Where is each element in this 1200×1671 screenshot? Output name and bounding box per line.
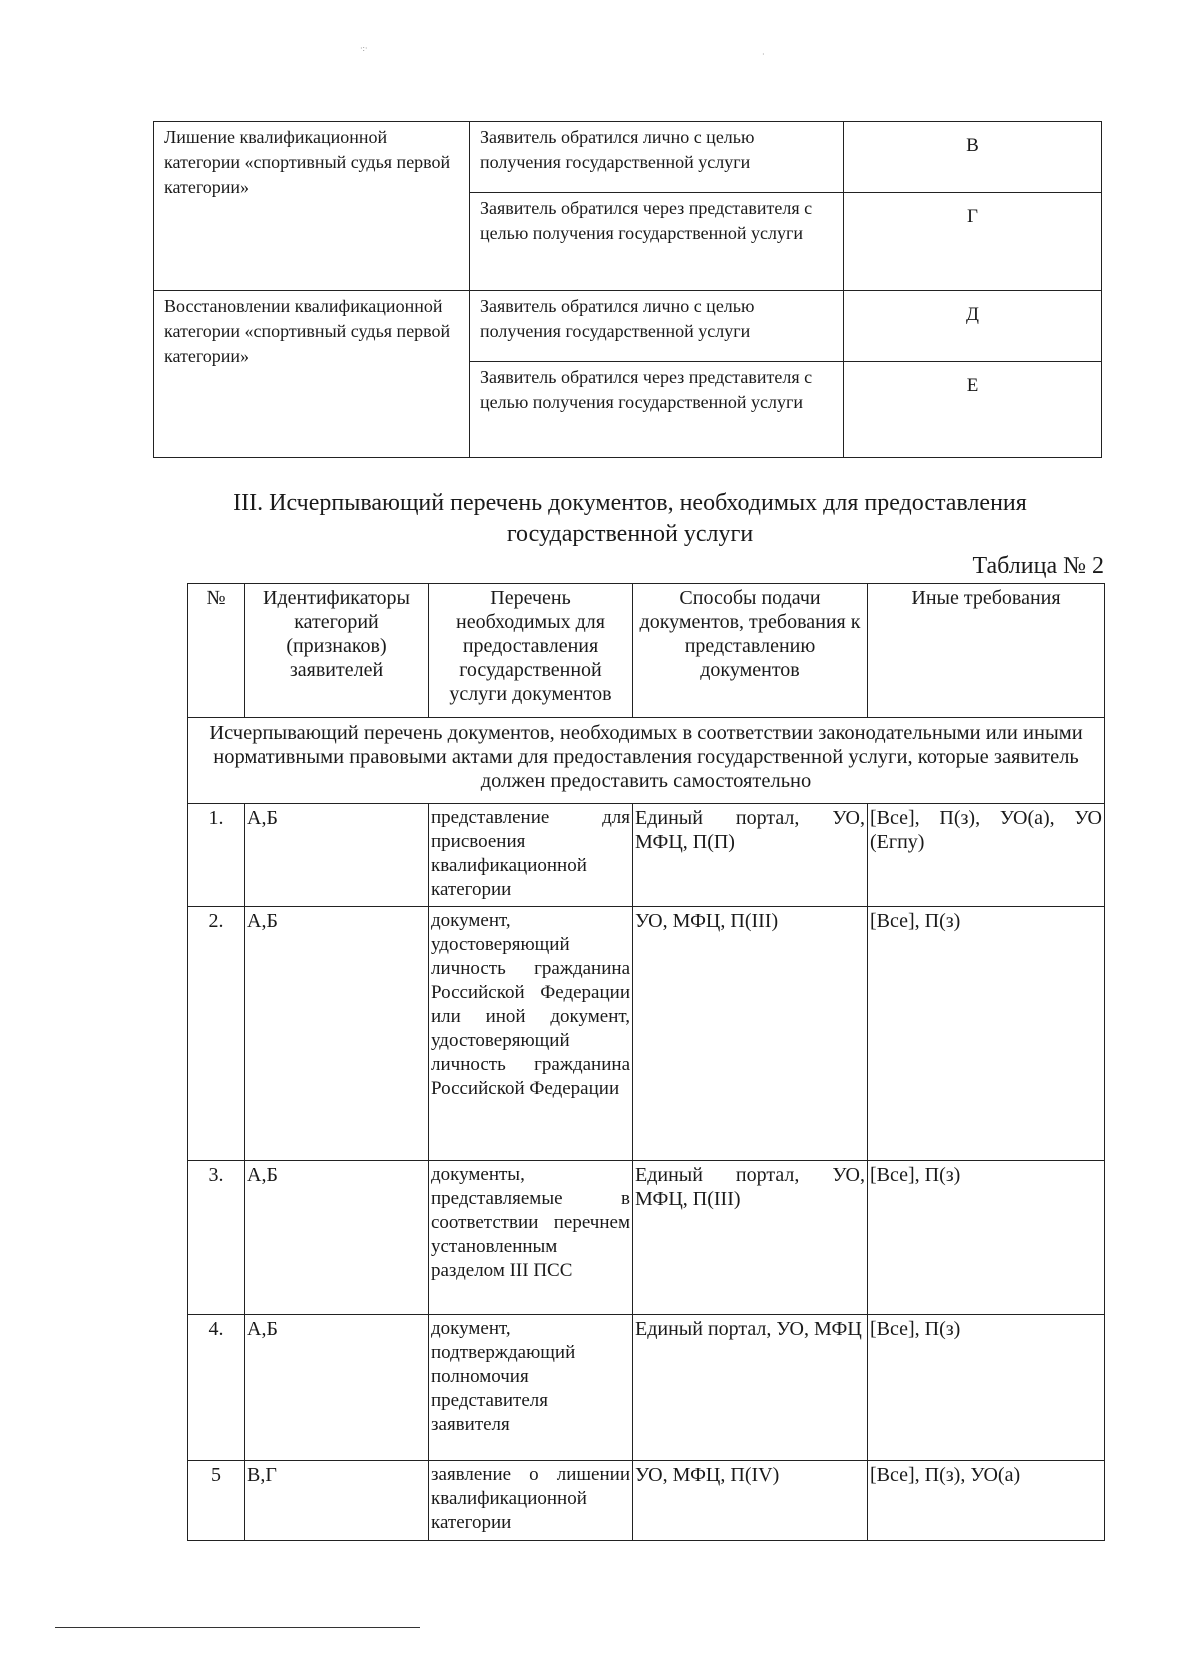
code-cell: Е: [844, 362, 1102, 458]
condition-cell: Заявитель обратился лично с целью получения государственной услуги: [470, 291, 844, 362]
condition-cell: Заявитель обратился через представителя с целью получения государственной услуги: [470, 193, 844, 291]
row-other: [Все], П(з): [868, 1315, 1105, 1461]
row-number: 4.: [188, 1315, 245, 1461]
code-cell: В: [844, 122, 1102, 193]
row-number: 1.: [188, 804, 245, 907]
condition-cell: Заявитель обратился лично с целью получения государственной услуги: [470, 122, 844, 193]
row-other: [Все], П(з): [868, 1161, 1105, 1315]
row-other: [Все], П(з), УО(а), УО (Егпу): [868, 804, 1105, 907]
row-document: заявление о лишении квалификационной категории: [429, 1461, 633, 1541]
category-cell: Восстановлении квалификационной категории «спортивный судья первой категории»: [154, 291, 470, 458]
row-number: 5: [188, 1461, 245, 1541]
row-number: 3.: [188, 1161, 245, 1315]
documents-table: [187, 583, 1105, 1541]
header-submission: Способы подачи документов, требования к представлению документов: [633, 584, 868, 718]
table-row: [188, 1315, 1105, 1461]
code-cell: Г: [844, 193, 1102, 291]
row-other: [Все], П(з), УО(а): [868, 1461, 1105, 1541]
row-document: документ, удостоверяющий личность гражданина Российской Федерации или иной документ, удостоверяющий личность гражданина Российской Федерации: [429, 907, 633, 1161]
table-row: [154, 291, 1102, 362]
row-other: [Все], П(з): [868, 907, 1105, 1161]
row-identifiers: В,Г: [245, 1461, 429, 1541]
row-identifiers: А,Б: [245, 1315, 429, 1461]
header-other: Иные требования: [868, 584, 1105, 718]
row-submission: УО, МФЦ, П(III): [633, 907, 868, 1161]
footnote-separator: [55, 1627, 420, 1628]
row-document: представление для присвоения квалификационной категории: [429, 804, 633, 907]
row-submission: Единый портал, УО, МФЦ, П(III): [633, 1161, 868, 1315]
row-number: 2.: [188, 907, 245, 1161]
table-row: [154, 122, 1102, 193]
row-identifiers: А,Б: [245, 804, 429, 907]
categories-table: [153, 121, 1102, 458]
header-documents: Перечень необходимых для предоставления государственной услуги документов: [429, 584, 633, 718]
header-num: №: [188, 584, 245, 718]
row-identifiers: А,Б: [245, 1161, 429, 1315]
row-submission: УО, МФЦ, П(IV): [633, 1461, 868, 1541]
section-title-row: [188, 718, 1105, 804]
row-submission: Единый портал, УО, МФЦ, П(П): [633, 804, 868, 907]
row-document: документы, представляемые в соответствии перечнем установленным разделом III ПСС: [429, 1161, 633, 1315]
row-submission: Единый портал, УО, МФЦ: [633, 1315, 868, 1461]
scan-speck: ·:·: [360, 44, 368, 53]
table-row: [188, 1461, 1105, 1541]
row-document: документ, подтверждающий полномочия представителя заявителя: [429, 1315, 633, 1461]
scan-speck: ·: [762, 50, 765, 59]
table-header-row: [188, 584, 1105, 718]
header-identifiers: Идентификаторы категорий (признаков) заявителей: [245, 584, 429, 718]
section-heading: III. Исчерпывающий перечень документов, необходимых для предоставления государственной услуги: [233, 490, 1027, 547]
condition-cell: Заявитель обратился через представителя с целью получения государственной услуги: [470, 362, 844, 458]
table-row: [188, 1161, 1105, 1315]
code-cell: Д: [844, 291, 1102, 362]
category-cell: Лишение квалификационной категории «спортивный судья первой категории»: [154, 122, 470, 291]
table-row: [188, 907, 1105, 1161]
table-number: Таблица № 2: [972, 553, 1104, 579]
row-identifiers: А,Б: [245, 907, 429, 1161]
table-row: [188, 804, 1105, 907]
section-title: Исчерпывающий перечень документов, необходимых в соответствии законодательными или иными нормативными правовыми актами для предоставления государственной услуги, которые заявитель должен предоставить самостоятельно: [188, 718, 1105, 804]
